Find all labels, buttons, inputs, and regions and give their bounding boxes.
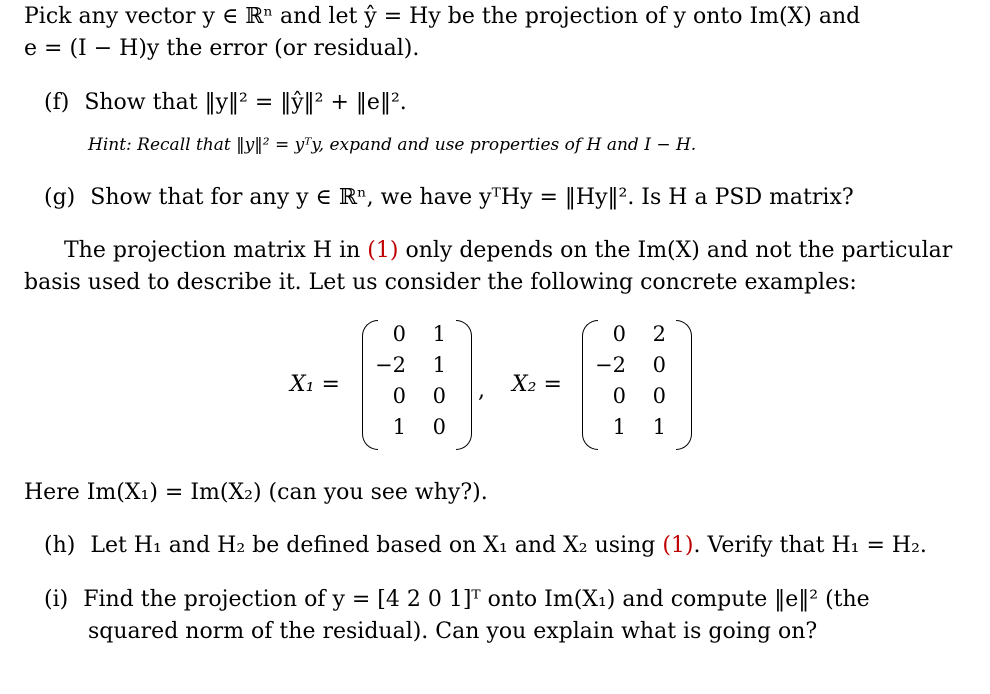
part-h-text-before: Let H₁ and H₂ be defined based on X₁ and X₂ using (90, 533, 663, 558)
part-h-text (90, 533, 927, 558)
part-g-text: Show that for any y ∈ ℝⁿ, we have yᵀHy = ‖Hy‖². Is H a PSD matrix? (90, 185, 854, 210)
matrix-x2 (582, 320, 692, 450)
intro-line-1: Pick any vector y ∈ ℝⁿ and let ŷ = Hy be the projection of y onto Im(X) and (24, 4, 861, 29)
part-f-label: (f) (44, 90, 70, 115)
part-h-label: (h) (44, 533, 76, 558)
matrix-x2-cell: 0 (652, 384, 666, 408)
matrix-x2-cell: 0 (612, 384, 626, 408)
matrix-x2-cell: 0 (612, 322, 626, 346)
matrix-x1-cell: 1 (392, 415, 406, 439)
matrix-x1-cell: 1 (432, 322, 446, 346)
matrix-x1-label: X₁ = (290, 372, 340, 397)
equation-ref[interactable]: (1) (662, 533, 694, 558)
paragraph-line-1 (64, 238, 952, 263)
matrix-x1-cell: 1 (432, 353, 446, 377)
matrix-x1-right-paren (456, 320, 472, 450)
paragraph-text-after: only depends on the Im(X) and not the particular (398, 238, 953, 263)
matrix-x2-cell: −2 (595, 353, 626, 377)
part-i (44, 587, 870, 612)
matrix-x1-cell: −2 (375, 353, 406, 377)
note-line: Here Im(X₁) = Im(X₂) (can you see why?). (24, 480, 488, 505)
part-h-text-after: . Verify that H₁ = H₂. (693, 533, 927, 558)
matrix-x2-cell: 1 (652, 415, 666, 439)
part-g (44, 185, 854, 210)
matrix-x2-cell: 0 (652, 353, 666, 377)
part-g-label: (g) (44, 185, 76, 210)
intro-line-2: e = (I − H)y the error (or residual). (24, 36, 420, 61)
part-i-text-line-1: Find the projection of y = [4 2 0 1]ᵀ onto Im(X₁) and compute ‖e‖² (the (83, 587, 870, 612)
matrix-x2-cell: 1 (612, 415, 626, 439)
matrix-x1 (362, 320, 472, 450)
matrix-x2-label: X₂ = (512, 372, 562, 397)
part-i-text-line-2: squared norm of the residual). Can you explain what is going on? (88, 619, 818, 644)
part-h (44, 533, 927, 558)
part-f-text: Show that ‖y‖² = ‖ŷ‖² + ‖e‖². (84, 90, 407, 115)
matrix-x1-cell: 0 (432, 384, 446, 408)
part-f (44, 90, 407, 115)
equation-ref[interactable]: (1) (367, 238, 399, 263)
paragraph-line-2: basis used to describe it. Let us consider the following concrete examples: (24, 270, 857, 295)
part-i-label: (i) (44, 587, 69, 612)
matrix-separator: , (478, 378, 485, 403)
matrix-x1-cell: 0 (392, 322, 406, 346)
matrix-x2-right-paren (676, 320, 692, 450)
matrix-x1-cell: 0 (392, 384, 406, 408)
part-f-hint: Hint: Recall that ‖y‖² = yᵀy, expand and use properties of H and I − H. (88, 135, 697, 155)
paragraph-text-before: The projection matrix H in (64, 238, 368, 263)
matrix-x2-cell: 2 (652, 322, 666, 346)
matrix-x1-cell: 0 (432, 415, 446, 439)
